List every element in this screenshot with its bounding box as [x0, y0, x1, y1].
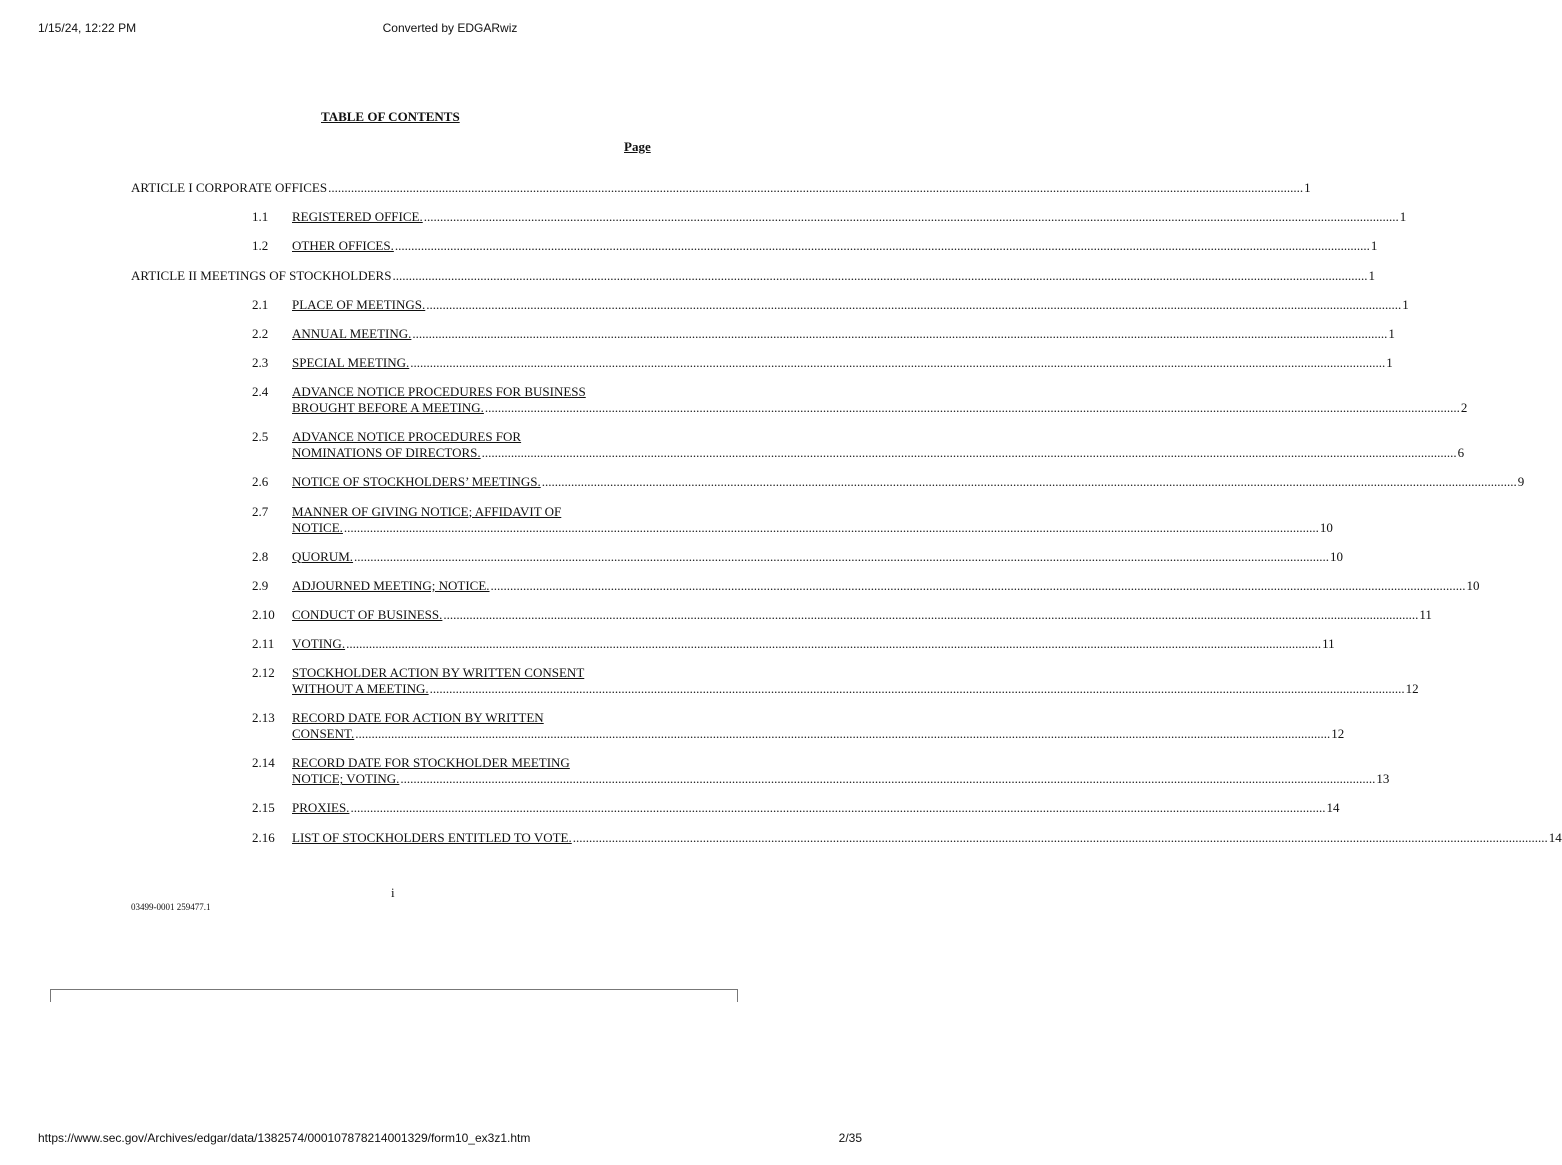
section-title-link[interactable]: NOTICE OF STOCKHOLDERS’ MEETINGS.: [292, 474, 541, 490]
dot-leader: ............................................................................................................................................................................................................................................................................................................: [412, 326, 1388, 341]
dot-leader: ............................................................................................................................................................................................................................................................................................................: [426, 296, 1402, 312]
converter-credit: Converted by EDGARwiz: [382, 21, 518, 35]
page-ref: 14: [1326, 800, 1340, 816]
dot-leader: ............................................................................................................................................................................................................................................................................................................: [355, 726, 1331, 742]
page-ref: 13: [1376, 771, 1390, 787]
page-ref: 6: [1457, 445, 1465, 461]
section-number: 2.7: [252, 503, 269, 519]
page-ref: 12: [1331, 726, 1345, 742]
page-ref: 14: [1548, 829, 1562, 845]
next-page-frame: [50, 989, 738, 1002]
page-ref: 1: [1370, 238, 1378, 254]
section-title-link[interactable]: QUORUM.: [292, 548, 354, 564]
section-title-link[interactable]: VOTING.: [292, 636, 346, 652]
section-title-link[interactable]: NOTICE.: [292, 519, 343, 535]
section-title-link[interactable]: CONSENT.: [292, 726, 355, 742]
page-ref: 1: [1388, 326, 1395, 341]
section-title-link[interactable]: WITHOUT A MEETING.: [292, 681, 429, 697]
page-ref: 1: [1368, 267, 1375, 283]
dot-leader: ............................................................................................................................................................................................................................................................................................................: [541, 474, 1517, 490]
section-number: 2.14: [252, 755, 275, 771]
page-ref: 1: [1304, 180, 1311, 195]
section-number: 2.15: [252, 800, 275, 816]
page-ref: 1: [1402, 296, 1409, 312]
toc-title: TABLE OF CONTENTS: [321, 109, 460, 124]
section-title-link[interactable]: ANNUAL MEETING.: [292, 326, 412, 341]
page-ref: 12: [1405, 681, 1419, 697]
page-ref: 10: [1319, 519, 1333, 535]
article-title: ARTICLE I CORPORATE OFFICES: [131, 180, 328, 195]
page-number: i: [391, 885, 395, 900]
page-ref: 11: [1419, 607, 1432, 622]
section-title-link[interactable]: ADJOURNED MEETING; NOTICE.: [292, 577, 490, 593]
page-ref: 10: [1330, 548, 1344, 564]
section-title-link[interactable]: ADVANCE NOTICE PROCEDURES FOR BUSINESS: [292, 384, 586, 400]
section-number: 1.2: [252, 238, 269, 254]
section-number: 2.5: [252, 429, 269, 445]
section-number: 1.1: [252, 209, 269, 225]
article-title: ARTICLE II MEETINGS OF STOCKHOLDERS: [131, 267, 392, 283]
section-title-link[interactable]: SPECIAL MEETING.: [292, 355, 410, 371]
dot-leader: ............................................................................................................................................................................................................................................................................................................: [350, 800, 1326, 816]
page-ref: 11: [1322, 636, 1335, 652]
dot-leader: ............................................................................................................................................................................................................................................................................................................: [481, 445, 1457, 461]
section-number: 2.16: [252, 829, 275, 845]
section-title-link[interactable]: REGISTERED OFFICE.: [292, 209, 423, 225]
section-number: 2.13: [252, 710, 275, 726]
toc-article: [131, 180, 1311, 196]
section-title-link[interactable]: RECORD DATE FOR STOCKHOLDER MEETING: [292, 755, 570, 771]
section-title-link[interactable]: CONDUCT OF BUSINESS.: [292, 607, 443, 622]
dot-leader: ............................................................................................................................................................................................................................................................................................................: [343, 519, 1319, 535]
dot-leader: ............................................................................................................................................................................................................................................................................................................: [392, 267, 1368, 283]
section-number: 2.10: [252, 607, 275, 622]
section-number: 2.4: [252, 384, 269, 400]
print-page-count: 2/35: [838, 1131, 862, 1145]
section-title-link[interactable]: OTHER OFFICES.: [292, 238, 394, 254]
dot-leader: ............................................................................................................................................................................................................................................................................................................: [394, 238, 1370, 254]
section-number: 2.12: [252, 665, 275, 681]
dot-leader: ............................................................................................................................................................................................................................................................................................................: [443, 607, 1419, 622]
page-ref: 9: [1517, 474, 1525, 490]
dot-leader: ............................................................................................................................................................................................................................................................................................................: [490, 577, 1466, 593]
toc-article: [131, 267, 1375, 284]
document-id: 03499-0001 259477.1: [131, 902, 211, 912]
dot-leader: ............................................................................................................................................................................................................................................................................................................: [572, 829, 1548, 845]
section-title-link[interactable]: MANNER OF GIVING NOTICE; AFFIDAVIT OF: [292, 503, 562, 519]
print-datetime: 1/15/24, 12:22 PM: [38, 21, 137, 35]
section-title-link[interactable]: BROUGHT BEFORE A MEETING.: [292, 400, 484, 416]
section-number: 2.1: [252, 296, 269, 312]
section-title-link[interactable]: ADVANCE NOTICE PROCEDURES FOR: [292, 429, 522, 445]
page-ref: 2: [1460, 400, 1468, 416]
dot-leader: ............................................................................................................................................................................................................................................................................................................: [354, 548, 1330, 564]
dot-leader: ............................................................................................................................................................................................................................................................................................................: [429, 681, 1405, 697]
dot-leader: ............................................................................................................................................................................................................................................................................................................: [400, 771, 1376, 787]
section-number: 2.8: [252, 548, 269, 564]
section-number: 2.11: [252, 636, 275, 652]
dot-leader: ............................................................................................................................................................................................................................................................................................................: [410, 355, 1386, 371]
section-title-link[interactable]: STOCKHOLDER ACTION BY WRITTEN CONSENT: [292, 665, 585, 681]
dot-leader: ............................................................................................................................................................................................................................................................................................................: [346, 636, 1322, 652]
section-title-link[interactable]: RECORD DATE FOR ACTION BY WRITTEN: [292, 710, 544, 726]
section-title-link[interactable]: LIST OF STOCKHOLDERS ENTITLED TO VOTE.: [292, 829, 572, 845]
dot-leader: ............................................................................................................................................................................................................................................................................................................: [484, 400, 1460, 416]
page-ref: 1: [1386, 355, 1393, 371]
source-url: https://www.sec.gov/Archives/edgar/data/1382574/000107878214001329/form10_ex3z1.htm: [38, 1131, 531, 1145]
section-title-link[interactable]: PROXIES.: [292, 800, 350, 816]
dot-leader: ............................................................................................................................................................................................................................................................................................................: [328, 180, 1304, 195]
page-ref: 10: [1466, 577, 1480, 593]
page-column-label: Page: [624, 139, 651, 154]
section-number: 2.6: [252, 474, 269, 490]
section-title-link[interactable]: NOMINATIONS OF DIRECTORS.: [292, 445, 481, 461]
section-number: 2.9: [252, 577, 269, 593]
section-number: 2.2: [252, 326, 269, 341]
dot-leader: ............................................................................................................................................................................................................................................................................................................: [423, 209, 1399, 225]
section-number: 2.3: [252, 355, 269, 371]
page-ref: 1: [1399, 209, 1407, 225]
section-title-link[interactable]: PLACE OF MEETINGS.: [292, 296, 426, 312]
section-title-link[interactable]: NOTICE; VOTING.: [292, 771, 400, 787]
